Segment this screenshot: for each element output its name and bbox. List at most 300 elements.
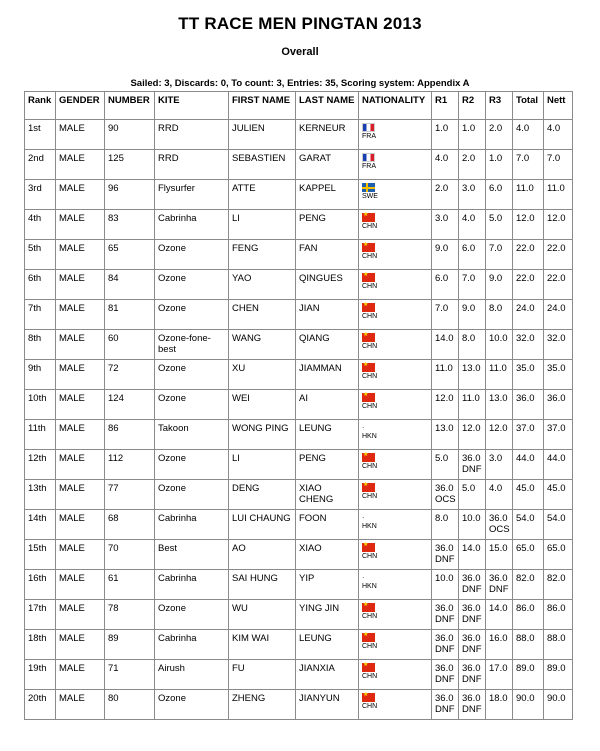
hkn-flag-icon bbox=[362, 573, 366, 582]
nationality-code: CHN bbox=[362, 343, 378, 350]
table-row bbox=[25, 690, 573, 720]
rank-cell: 3rd bbox=[25, 180, 56, 210]
nationality-cell bbox=[359, 690, 432, 720]
nationality-code: CHN bbox=[362, 253, 378, 260]
race3-score-cell: 36.0 DNF bbox=[486, 570, 513, 600]
nationality-code: FRA bbox=[362, 163, 376, 170]
rank-cell: 14th bbox=[25, 510, 56, 540]
nationality-code: HKN bbox=[362, 583, 377, 590]
rank-cell: 20th bbox=[25, 690, 56, 720]
race3-score-cell: 2.0 bbox=[486, 120, 513, 150]
kite-cell: Ozone bbox=[155, 360, 229, 390]
table-row bbox=[25, 450, 573, 480]
gender-cell: MALE bbox=[56, 360, 105, 390]
results-table bbox=[24, 91, 573, 720]
last-name-cell: FOON bbox=[296, 510, 359, 540]
total-cell: 22.0 bbox=[513, 270, 544, 300]
last-name-cell: PENG bbox=[296, 450, 359, 480]
chn-flag-icon bbox=[362, 483, 375, 492]
nationality-cell bbox=[359, 660, 432, 690]
last-name-cell: KERNEUR bbox=[296, 120, 359, 150]
header-last-name: LAST NAME bbox=[296, 92, 359, 120]
kite-cell: Takoon bbox=[155, 420, 229, 450]
race3-score-cell: 7.0 bbox=[486, 240, 513, 270]
last-name-cell: YIP bbox=[296, 570, 359, 600]
gender-cell: MALE bbox=[56, 450, 105, 480]
race2-score-cell: 36.0 DNF bbox=[459, 600, 486, 630]
race3-score-cell: 11.0 bbox=[486, 360, 513, 390]
race2-score-cell: 14.0 bbox=[459, 540, 486, 570]
first-name-cell: AO bbox=[229, 540, 296, 570]
nett-cell: 36.0 bbox=[544, 390, 573, 420]
race3-score-cell: 17.0 bbox=[486, 660, 513, 690]
table-row bbox=[25, 330, 573, 360]
nationality-cell bbox=[359, 540, 432, 570]
sail-number-cell: 125 bbox=[105, 150, 155, 180]
gender-cell: MALE bbox=[56, 480, 105, 510]
table-row bbox=[25, 360, 573, 390]
nationality-cell bbox=[359, 270, 432, 300]
race3-score-cell: 3.0 bbox=[486, 450, 513, 480]
sail-number-cell: 61 bbox=[105, 570, 155, 600]
first-name-cell: XU bbox=[229, 360, 296, 390]
hkn-flag-icon bbox=[362, 513, 366, 522]
nationality-code: CHN bbox=[362, 703, 378, 710]
kite-cell: Ozone bbox=[155, 270, 229, 300]
gender-cell: MALE bbox=[56, 240, 105, 270]
rank-cell: 16th bbox=[25, 570, 56, 600]
first-name-cell: LI bbox=[229, 210, 296, 240]
race2-score-cell: 6.0 bbox=[459, 240, 486, 270]
sail-number-cell: 80 bbox=[105, 690, 155, 720]
rank-cell: 4th bbox=[25, 210, 56, 240]
nationality-code: CHN bbox=[362, 553, 378, 560]
total-cell: 11.0 bbox=[513, 180, 544, 210]
total-cell: 24.0 bbox=[513, 300, 544, 330]
rank-cell: 6th bbox=[25, 270, 56, 300]
first-name-cell: KIM WAI bbox=[229, 630, 296, 660]
table-row bbox=[25, 240, 573, 270]
nationality-code: CHN bbox=[362, 403, 378, 410]
race2-score-cell: 7.0 bbox=[459, 270, 486, 300]
sail-number-cell: 112 bbox=[105, 450, 155, 480]
chn-flag-icon bbox=[362, 303, 375, 312]
nett-cell: 11.0 bbox=[544, 180, 573, 210]
race1-score-cell: 2.0 bbox=[432, 180, 459, 210]
chn-flag-icon bbox=[362, 333, 375, 342]
table-row bbox=[25, 510, 573, 540]
rank-cell: 18th bbox=[25, 630, 56, 660]
first-name-cell: JULIEN bbox=[229, 120, 296, 150]
race1-score-cell: 12.0 bbox=[432, 390, 459, 420]
page-subtitle: Overall bbox=[281, 46, 319, 58]
race3-score-cell: 12.0 bbox=[486, 420, 513, 450]
chn-flag-icon bbox=[362, 603, 375, 612]
rank-cell: 19th bbox=[25, 660, 56, 690]
nationality-code: CHN bbox=[362, 373, 378, 380]
race3-score-cell: 6.0 bbox=[486, 180, 513, 210]
race1-score-cell: 3.0 bbox=[432, 210, 459, 240]
rank-cell: 5th bbox=[25, 240, 56, 270]
table-row bbox=[25, 570, 573, 600]
rank-cell: 13th bbox=[25, 480, 56, 510]
hkn-flag-icon bbox=[362, 423, 366, 432]
scoring-summary: Sailed: 3, Discards: 0, To count: 3, Entries: 35, Scoring system: Appendix A bbox=[130, 78, 470, 89]
sail-number-cell: 65 bbox=[105, 240, 155, 270]
table-row bbox=[25, 660, 573, 690]
race3-score-cell: 1.0 bbox=[486, 150, 513, 180]
table-header-row bbox=[25, 92, 573, 120]
last-name-cell: LEUNG bbox=[296, 420, 359, 450]
header-nett: Nett bbox=[544, 92, 573, 120]
kite-cell: Ozone-fone-best bbox=[155, 330, 229, 360]
nationality-cell bbox=[359, 510, 432, 540]
race2-score-cell: 10.0 bbox=[459, 510, 486, 540]
kite-cell: RRD bbox=[155, 150, 229, 180]
kite-cell: Ozone bbox=[155, 690, 229, 720]
table-row bbox=[25, 150, 573, 180]
race3-score-cell: 10.0 bbox=[486, 330, 513, 360]
chn-flag-icon bbox=[362, 453, 375, 462]
total-cell: 44.0 bbox=[513, 450, 544, 480]
last-name-cell: AI bbox=[296, 390, 359, 420]
results-body bbox=[25, 120, 573, 720]
total-cell: 22.0 bbox=[513, 240, 544, 270]
last-name-cell: JIAN bbox=[296, 300, 359, 330]
sail-number-cell: 77 bbox=[105, 480, 155, 510]
table-row bbox=[25, 390, 573, 420]
nationality-code: CHN bbox=[362, 223, 378, 230]
race2-score-cell: 1.0 bbox=[459, 120, 486, 150]
gender-cell: MALE bbox=[56, 570, 105, 600]
gender-cell: MALE bbox=[56, 660, 105, 690]
nationality-code: HKN bbox=[362, 523, 377, 530]
nationality-cell bbox=[359, 600, 432, 630]
kite-cell: Airush bbox=[155, 660, 229, 690]
header-total: Total bbox=[513, 92, 544, 120]
last-name-cell: JIANXIA bbox=[296, 660, 359, 690]
total-cell: 35.0 bbox=[513, 360, 544, 390]
race1-score-cell: 4.0 bbox=[432, 150, 459, 180]
race1-score-cell: 14.0 bbox=[432, 330, 459, 360]
nationality-cell bbox=[359, 240, 432, 270]
last-name-cell: QINGUES bbox=[296, 270, 359, 300]
swe-flag-icon bbox=[362, 183, 375, 192]
race2-score-cell: 3.0 bbox=[459, 180, 486, 210]
nett-cell: 89.0 bbox=[544, 660, 573, 690]
rank-cell: 10th bbox=[25, 390, 56, 420]
race3-score-cell: 9.0 bbox=[486, 270, 513, 300]
gender-cell: MALE bbox=[56, 150, 105, 180]
first-name-cell: YAO bbox=[229, 270, 296, 300]
chn-flag-icon bbox=[362, 243, 375, 252]
first-name-cell: FU bbox=[229, 660, 296, 690]
sail-number-cell: 96 bbox=[105, 180, 155, 210]
first-name-cell: CHEN bbox=[229, 300, 296, 330]
race1-score-cell: 13.0 bbox=[432, 420, 459, 450]
race1-score-cell: 36.0 DNF bbox=[432, 660, 459, 690]
table-row bbox=[25, 600, 573, 630]
total-cell: 32.0 bbox=[513, 330, 544, 360]
table-row bbox=[25, 540, 573, 570]
first-name-cell: SAI HUNG bbox=[229, 570, 296, 600]
total-cell: 12.0 bbox=[513, 210, 544, 240]
nett-cell: 88.0 bbox=[544, 630, 573, 660]
rank-cell: 17th bbox=[25, 600, 56, 630]
nationality-code: SWE bbox=[362, 193, 378, 200]
table-row bbox=[25, 270, 573, 300]
total-cell: 4.0 bbox=[513, 120, 544, 150]
nationality-code: HKN bbox=[362, 433, 377, 440]
nett-cell: 86.0 bbox=[544, 600, 573, 630]
header-r2: R2 bbox=[459, 92, 486, 120]
table-row bbox=[25, 180, 573, 210]
nett-cell: 7.0 bbox=[544, 150, 573, 180]
last-name-cell: JIANYUN bbox=[296, 690, 359, 720]
rank-cell: 2nd bbox=[25, 150, 56, 180]
total-cell: 90.0 bbox=[513, 690, 544, 720]
sail-number-cell: 78 bbox=[105, 600, 155, 630]
table-row bbox=[25, 630, 573, 660]
race1-score-cell: 11.0 bbox=[432, 360, 459, 390]
kite-cell: Flysurfer bbox=[155, 180, 229, 210]
table-row bbox=[25, 480, 573, 510]
gender-cell: MALE bbox=[56, 630, 105, 660]
race1-score-cell: 36.0 DNF bbox=[432, 690, 459, 720]
gender-cell: MALE bbox=[56, 120, 105, 150]
rank-cell: 8th bbox=[25, 330, 56, 360]
last-name-cell: XIAO CHENG bbox=[296, 480, 359, 510]
race3-score-cell: 15.0 bbox=[486, 540, 513, 570]
chn-flag-icon bbox=[362, 693, 375, 702]
nationality-cell bbox=[359, 450, 432, 480]
race3-score-cell: 18.0 bbox=[486, 690, 513, 720]
nett-cell: 35.0 bbox=[544, 360, 573, 390]
race3-score-cell: 13.0 bbox=[486, 390, 513, 420]
last-name-cell: YING JIN bbox=[296, 600, 359, 630]
sail-number-cell: 71 bbox=[105, 660, 155, 690]
last-name-cell: XIAO bbox=[296, 540, 359, 570]
gender-cell: MALE bbox=[56, 210, 105, 240]
total-cell: 86.0 bbox=[513, 600, 544, 630]
race2-score-cell: 36.0 DNF bbox=[459, 660, 486, 690]
race2-score-cell: 8.0 bbox=[459, 330, 486, 360]
first-name-cell: FENG bbox=[229, 240, 296, 270]
header-nationality: NATIONALITY bbox=[359, 92, 432, 120]
race2-score-cell: 36.0 DNF bbox=[459, 450, 486, 480]
nationality-cell bbox=[359, 210, 432, 240]
nett-cell: 37.0 bbox=[544, 420, 573, 450]
nationality-cell bbox=[359, 360, 432, 390]
last-name-cell: LEUNG bbox=[296, 630, 359, 660]
race2-score-cell: 36.0 DNF bbox=[459, 630, 486, 660]
race1-score-cell: 8.0 bbox=[432, 510, 459, 540]
nationality-code: CHN bbox=[362, 613, 378, 620]
chn-flag-icon bbox=[362, 273, 375, 282]
gender-cell: MALE bbox=[56, 390, 105, 420]
race2-score-cell: 11.0 bbox=[459, 390, 486, 420]
nett-cell: 90.0 bbox=[544, 690, 573, 720]
race3-score-cell: 4.0 bbox=[486, 480, 513, 510]
nationality-cell bbox=[359, 120, 432, 150]
race1-score-cell: 36.0 DNF bbox=[432, 630, 459, 660]
nett-cell: 22.0 bbox=[544, 240, 573, 270]
kite-cell: Cabrinha bbox=[155, 570, 229, 600]
nett-cell: 82.0 bbox=[544, 570, 573, 600]
race2-score-cell: 5.0 bbox=[459, 480, 486, 510]
race2-score-cell: 9.0 bbox=[459, 300, 486, 330]
race1-score-cell: 36.0 DNF bbox=[432, 540, 459, 570]
last-name-cell: QIANG bbox=[296, 330, 359, 360]
race1-score-cell: 10.0 bbox=[432, 570, 459, 600]
header-r3: R3 bbox=[486, 92, 513, 120]
header-number: NUMBER bbox=[105, 92, 155, 120]
nationality-cell bbox=[359, 150, 432, 180]
sail-number-cell: 90 bbox=[105, 120, 155, 150]
race2-score-cell: 12.0 bbox=[459, 420, 486, 450]
kite-cell: Ozone bbox=[155, 390, 229, 420]
total-cell: 89.0 bbox=[513, 660, 544, 690]
sail-number-cell: 86 bbox=[105, 420, 155, 450]
nett-cell: 12.0 bbox=[544, 210, 573, 240]
chn-flag-icon bbox=[362, 393, 375, 402]
chn-flag-icon bbox=[362, 363, 375, 372]
table-row bbox=[25, 210, 573, 240]
nationality-cell bbox=[359, 180, 432, 210]
sail-number-cell: 70 bbox=[105, 540, 155, 570]
total-cell: 36.0 bbox=[513, 390, 544, 420]
total-cell: 37.0 bbox=[513, 420, 544, 450]
nationality-cell bbox=[359, 480, 432, 510]
nett-cell: 22.0 bbox=[544, 270, 573, 300]
sail-number-cell: 83 bbox=[105, 210, 155, 240]
header-rank: Rank bbox=[25, 92, 56, 120]
first-name-cell: WEI bbox=[229, 390, 296, 420]
kite-cell: Ozone bbox=[155, 450, 229, 480]
total-cell: 88.0 bbox=[513, 630, 544, 660]
nationality-cell bbox=[359, 630, 432, 660]
race1-score-cell: 5.0 bbox=[432, 450, 459, 480]
race3-score-cell: 8.0 bbox=[486, 300, 513, 330]
sail-number-cell: 81 bbox=[105, 300, 155, 330]
race3-score-cell: 14.0 bbox=[486, 600, 513, 630]
nett-cell: 45.0 bbox=[544, 480, 573, 510]
fra-flag-icon bbox=[362, 123, 375, 132]
kite-cell: Cabrinha bbox=[155, 510, 229, 540]
kite-cell: Ozone bbox=[155, 300, 229, 330]
header-gender: GENDER bbox=[56, 92, 105, 120]
gender-cell: MALE bbox=[56, 510, 105, 540]
first-name-cell: WANG bbox=[229, 330, 296, 360]
gender-cell: MALE bbox=[56, 420, 105, 450]
nationality-code: CHN bbox=[362, 493, 378, 500]
first-name-cell: SEBASTIEN bbox=[229, 150, 296, 180]
nationality-code: CHN bbox=[362, 313, 378, 320]
race3-score-cell: 5.0 bbox=[486, 210, 513, 240]
rank-cell: 7th bbox=[25, 300, 56, 330]
last-name-cell: FAN bbox=[296, 240, 359, 270]
header-first-name: FIRST NAME bbox=[229, 92, 296, 120]
race2-score-cell: 2.0 bbox=[459, 150, 486, 180]
nationality-code: CHN bbox=[362, 673, 378, 680]
total-cell: 54.0 bbox=[513, 510, 544, 540]
kite-cell: Cabrinha bbox=[155, 210, 229, 240]
race2-score-cell: 13.0 bbox=[459, 360, 486, 390]
nett-cell: 4.0 bbox=[544, 120, 573, 150]
race1-score-cell: 36.0 DNF bbox=[432, 600, 459, 630]
kite-cell: Ozone bbox=[155, 240, 229, 270]
nationality-code: CHN bbox=[362, 643, 378, 650]
sail-number-cell: 124 bbox=[105, 390, 155, 420]
race1-score-cell: 36.0 OCS bbox=[432, 480, 459, 510]
sail-number-cell: 60 bbox=[105, 330, 155, 360]
table-row bbox=[25, 300, 573, 330]
first-name-cell: ZHENG bbox=[229, 690, 296, 720]
nationality-cell bbox=[359, 570, 432, 600]
total-cell: 65.0 bbox=[513, 540, 544, 570]
race2-score-cell: 36.0 DNF bbox=[459, 570, 486, 600]
total-cell: 82.0 bbox=[513, 570, 544, 600]
kite-cell: Best bbox=[155, 540, 229, 570]
total-cell: 7.0 bbox=[513, 150, 544, 180]
rank-cell: 11th bbox=[25, 420, 56, 450]
race1-score-cell: 6.0 bbox=[432, 270, 459, 300]
fra-flag-icon bbox=[362, 153, 375, 162]
first-name-cell: LUI CHAUNG bbox=[229, 510, 296, 540]
chn-flag-icon bbox=[362, 213, 375, 222]
total-cell: 45.0 bbox=[513, 480, 544, 510]
first-name-cell: WONG PING bbox=[229, 420, 296, 450]
nationality-cell bbox=[359, 300, 432, 330]
first-name-cell: LI bbox=[229, 450, 296, 480]
race3-score-cell: 16.0 bbox=[486, 630, 513, 660]
sail-number-cell: 72 bbox=[105, 360, 155, 390]
gender-cell: MALE bbox=[56, 180, 105, 210]
gender-cell: MALE bbox=[56, 330, 105, 360]
nationality-cell bbox=[359, 330, 432, 360]
last-name-cell: KAPPEL bbox=[296, 180, 359, 210]
first-name-cell: DENG bbox=[229, 480, 296, 510]
kite-cell: RRD bbox=[155, 120, 229, 150]
gender-cell: MALE bbox=[56, 540, 105, 570]
chn-flag-icon bbox=[362, 633, 375, 642]
gender-cell: MALE bbox=[56, 600, 105, 630]
race1-score-cell: 7.0 bbox=[432, 300, 459, 330]
race2-score-cell: 4.0 bbox=[459, 210, 486, 240]
nett-cell: 65.0 bbox=[544, 540, 573, 570]
nett-cell: 44.0 bbox=[544, 450, 573, 480]
last-name-cell: JIAMMAN bbox=[296, 360, 359, 390]
chn-flag-icon bbox=[362, 663, 375, 672]
nationality-code: FRA bbox=[362, 133, 376, 140]
page-title: TT RACE MEN PINGTAN 2013 bbox=[178, 14, 422, 33]
rank-cell: 12th bbox=[25, 450, 56, 480]
gender-cell: MALE bbox=[56, 300, 105, 330]
kite-cell: Cabrinha bbox=[155, 630, 229, 660]
rank-cell: 1st bbox=[25, 120, 56, 150]
nationality-code: CHN bbox=[362, 283, 378, 290]
gender-cell: MALE bbox=[56, 270, 105, 300]
gender-cell: MALE bbox=[56, 690, 105, 720]
race1-score-cell: 9.0 bbox=[432, 240, 459, 270]
race3-score-cell: 36.0 OCS bbox=[486, 510, 513, 540]
kite-cell: Ozone bbox=[155, 480, 229, 510]
first-name-cell: ATTE bbox=[229, 180, 296, 210]
first-name-cell: WU bbox=[229, 600, 296, 630]
rank-cell: 15th bbox=[25, 540, 56, 570]
nationality-cell bbox=[359, 420, 432, 450]
nationality-code: CHN bbox=[362, 463, 378, 470]
